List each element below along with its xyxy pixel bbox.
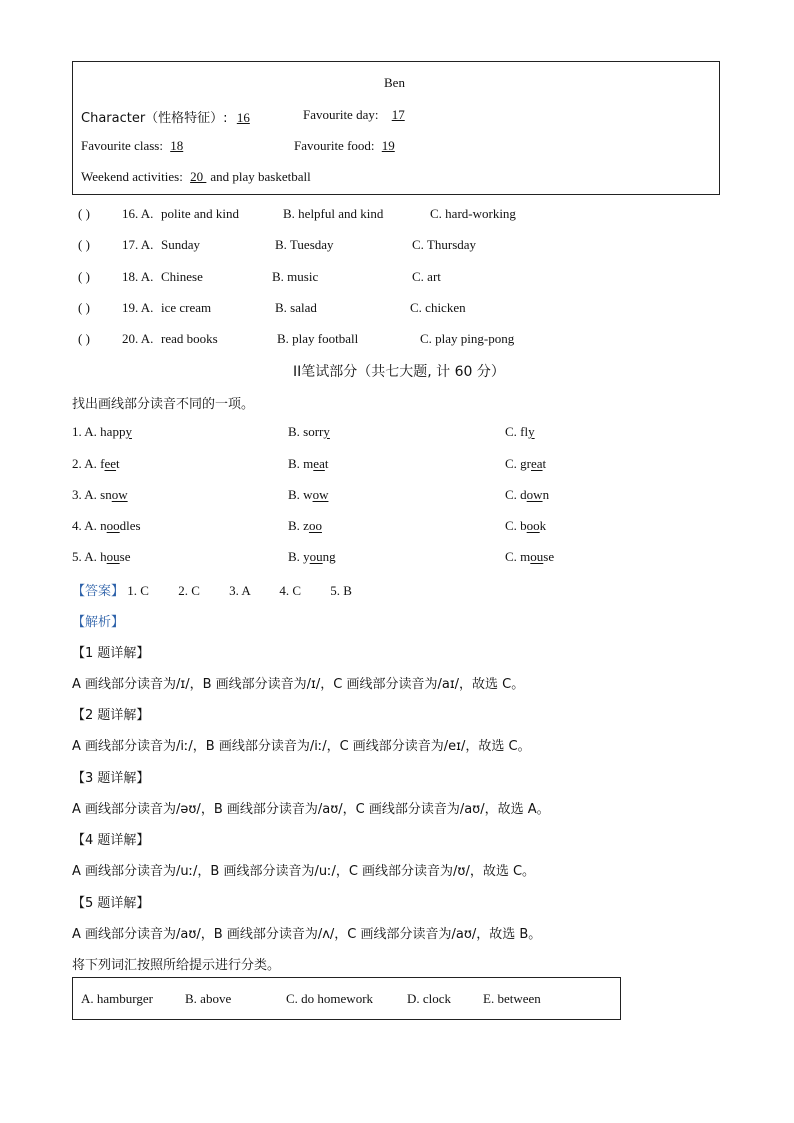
phonics-option-b: B. sorry: [288, 424, 330, 439]
choice-a: Chinese: [161, 269, 203, 284]
choice-paren[interactable]: ( ): [78, 300, 90, 315]
choice-c: C. chicken: [410, 300, 466, 315]
day-blank: 17: [391, 107, 405, 122]
detail-head: 【3 题详解】: [72, 771, 150, 786]
section-title: II笔试部分（共七大题, 计 60 分）: [293, 364, 505, 380]
answer-item: 1. C: [127, 583, 149, 598]
choice-a: Sunday: [161, 237, 200, 252]
answer-item: 3. A: [229, 583, 251, 598]
answer-item: 2. C: [178, 583, 200, 598]
choice-c: C. play ping-pong: [420, 331, 515, 346]
choice-c: C. hard-working: [430, 206, 516, 221]
character-label: Character（性格特征）:: [81, 111, 228, 126]
day-row: [303, 107, 405, 123]
word-item: E. between: [483, 991, 541, 1006]
detail-text: A 画线部分读音为/aʊ/，B 画线部分读音为/ʌ/，C 画线部分读音为/aʊ/，故选 B。: [72, 927, 542, 942]
answer-label: 【答案】: [72, 584, 125, 599]
phonics-option-c: C. book: [505, 518, 547, 533]
detail-head: 【2 题详解】: [72, 708, 150, 723]
choice-num: 16. A.: [122, 206, 154, 221]
choice-b: B. salad: [275, 300, 317, 315]
character-blank: 16: [236, 110, 250, 125]
answer-item: 5. B: [330, 583, 352, 598]
detail-text: A 画线部分读音为/əʊ/，B 画线部分读音为/aʊ/，C 画线部分读音为/aʊ/，故选 A。: [72, 802, 550, 817]
choice-a: polite and kind: [161, 206, 239, 221]
info-name: Ben: [384, 75, 405, 90]
instruction-classify: 将下列词汇按照所给提示进行分类。: [72, 958, 281, 973]
instruction-phonics: 找出画线部分读音不同的一项。: [72, 397, 255, 412]
day-label: Favourite day:: [303, 107, 379, 122]
class-blank: 18: [170, 138, 184, 153]
choice-c: C. art: [412, 269, 441, 284]
choice-paren[interactable]: ( ): [78, 237, 90, 252]
answer-row: [72, 580, 352, 599]
answer-item: 4. C: [279, 583, 301, 598]
detail-head: 【5 题详解】: [72, 896, 150, 911]
choice-b: B. music: [272, 269, 319, 284]
phonics-option-a: 4. A. noodles: [72, 518, 141, 533]
choice-a: ice cream: [161, 300, 212, 315]
phonics-option-b: B. wow: [288, 487, 329, 502]
choice-paren[interactable]: ( ): [78, 206, 90, 221]
food-blank: 19: [381, 138, 395, 153]
detail-text: A 画线部分读音为/iː/，B 画线部分读音为/iː/，C 画线部分读音为/eɪ/，故选 C。: [72, 739, 531, 754]
analysis-label: 【解析】: [72, 615, 125, 630]
weekend-row: [81, 169, 311, 185]
phonics-option-a: 2. A. feet: [72, 456, 120, 471]
phonics-option-c: C. mouse: [505, 549, 555, 564]
food-label: Favourite food:: [294, 138, 375, 153]
class-label: Favourite class:: [81, 138, 163, 153]
detail-text: A 画线部分读音为/ɪ/，B 画线部分读音为/ɪ/，C 画线部分读音为/aɪ/，故选 C。: [72, 677, 525, 692]
choice-c: C. Thursday: [412, 237, 477, 252]
phonics-option-c: C. great: [505, 456, 547, 471]
word-item: C. do homework: [286, 991, 374, 1006]
choice-b: B. helpful and kind: [283, 206, 384, 221]
phonics-option-b: B. young: [288, 549, 336, 564]
phonics-option-a: 5. A. house: [72, 549, 131, 564]
phonics-option-c: C. fly: [505, 424, 535, 439]
detail-text: A 画线部分读音为/uː/，B 画线部分读音为/uː/，C 画线部分读音为/ʊ/，故选 C。: [72, 864, 536, 879]
choice-paren[interactable]: ( ): [78, 331, 90, 346]
choice-num: 17. A.: [122, 237, 154, 252]
word-item: B. above: [185, 991, 232, 1006]
weekend-rest: and play basketball: [210, 169, 311, 184]
detail-head: 【4 题详解】: [72, 833, 150, 848]
choice-a: read books: [161, 331, 218, 346]
word-item: D. clock: [407, 991, 452, 1006]
word-item: A. hamburger: [81, 991, 153, 1006]
weekend-label: Weekend activities:: [81, 169, 183, 184]
detail-head: 【1 题详解】: [72, 646, 150, 661]
phonics-option-a: 1. A. happy: [72, 424, 132, 439]
phonics-option-b: B. zoo: [288, 518, 322, 533]
choice-num: 20. A.: [122, 331, 154, 346]
phonics-option-b: B. meat: [288, 456, 329, 471]
phonics-option-c: C. down: [505, 487, 550, 502]
choice-paren[interactable]: ( ): [78, 269, 90, 284]
choice-b: B. play football: [277, 331, 359, 346]
choice-b: B. Tuesday: [275, 237, 334, 252]
choice-num: 19. A.: [122, 300, 154, 315]
choice-num: 18. A.: [122, 269, 154, 284]
class-row: [81, 138, 183, 154]
food-row: [294, 138, 395, 154]
phonics-option-a: 3. A. snow: [72, 487, 128, 502]
weekend-blank: 20: [190, 169, 207, 184]
character-row: [81, 107, 250, 126]
